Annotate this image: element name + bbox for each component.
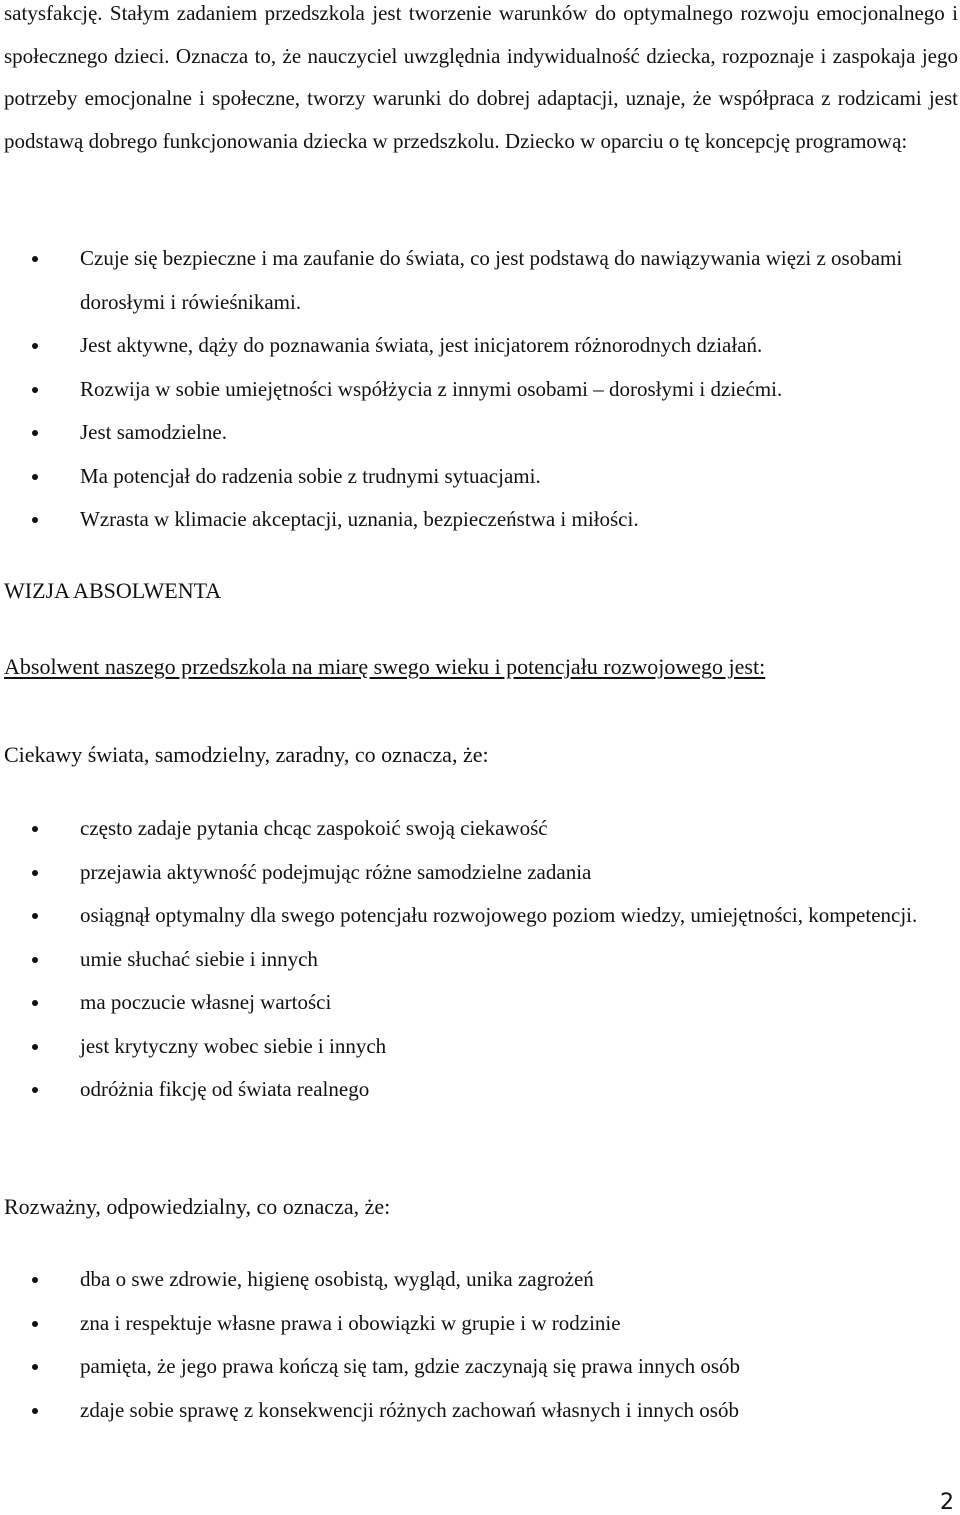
list-item-text: Ma potencjał do radzenia sobie z trudnymi sytuacjami.	[80, 463, 541, 488]
list-item	[0, 981, 960, 1025]
page-number: 2	[940, 1490, 954, 1515]
list-item	[0, 324, 960, 368]
list-item-text: Wzrasta w klimacie akceptacji, uznania, bezpieczeństwa i miłości.	[80, 507, 639, 531]
curious-heading: Ciekawy świata, samodzielny, zaradny, co oznacza, że:	[4, 742, 489, 767]
bullet-icon	[32, 913, 38, 919]
list-item-text: często zadaje pytania chcąc zaspokoić swoją ciekawość	[80, 816, 548, 840]
list-item-text: dba o swe zdrowie, higienę osobistą, wygląd, unika zagrożeń	[80, 1267, 594, 1291]
list-item-text: Jest samodzielne.	[80, 420, 227, 444]
list-item	[0, 455, 960, 499]
concept-list	[0, 237, 960, 542]
list-item	[0, 237, 960, 324]
curious-list	[0, 807, 960, 1112]
bullet-icon	[32, 430, 38, 436]
bullet-icon	[32, 826, 38, 832]
responsible-heading: Rozważny, odpowiedzialny, co oznacza, że:	[4, 1194, 391, 1219]
list-item	[0, 1025, 960, 1069]
list-item-text: jest krytyczny wobec siebie i innych	[80, 1033, 387, 1058]
list-item	[0, 1258, 960, 1302]
list-item	[0, 807, 960, 851]
bullet-icon	[32, 1408, 38, 1414]
bullet-icon	[32, 1364, 38, 1370]
bullet-icon	[32, 1000, 38, 1006]
list-item-text: ma poczucie własnej wartości	[80, 990, 332, 1014]
list-item	[0, 1389, 960, 1433]
list-item-text: zna i respektuje własne prawa i obowiązki w grupie i w rodzinie	[80, 1310, 621, 1335]
bullet-icon	[32, 256, 38, 262]
list-item	[0, 851, 960, 895]
list-item	[0, 368, 960, 412]
list-item-text: Czuje się bezpieczne i ma zaufanie do świata, co jest podstawą do nawiązywania więzi z osobami dorosłymi i rówieśnikami.	[80, 246, 903, 314]
bullet-icon	[32, 343, 38, 349]
bullet-icon	[32, 1277, 38, 1283]
list-item-text: Rozwija w sobie umiejętności współżycia z innymi osobami – dorosłymi i dziećmi.	[80, 376, 783, 401]
bullet-icon	[32, 1044, 38, 1050]
responsible-list	[0, 1258, 960, 1432]
list-item-text: zdaje sobie sprawę z konsekwencji różnych zachowań własnych i innych osób	[80, 1397, 739, 1422]
bullet-icon	[32, 387, 38, 393]
list-item	[0, 1345, 960, 1389]
list-item-text: przejawia aktywność podejmując różne samodzielne zadania	[80, 859, 592, 884]
list-item	[0, 894, 960, 938]
bullet-icon	[32, 957, 38, 963]
list-item	[0, 1068, 960, 1112]
list-item	[0, 411, 960, 455]
list-item-text: umie słuchać siebie i innych	[80, 946, 318, 971]
bullet-icon	[32, 870, 38, 876]
list-item	[0, 498, 960, 542]
list-item	[0, 938, 960, 982]
list-item-text: pamięta, że jego prawa kończą się tam, gdzie zaczynają się prawa innych osób	[80, 1354, 741, 1378]
bullet-icon	[32, 474, 38, 480]
list-item-text: Jest aktywne, dąży do poznawania świata, jest inicjatorem różnorodnych działań.	[80, 333, 763, 357]
bullet-icon	[32, 1321, 38, 1327]
list-item	[0, 1302, 960, 1346]
vision-heading: WIZJA ABSOLWENTA	[4, 578, 222, 603]
graduate-heading: Absolwent naszego przedszkola na miarę swego wieku i potencjału rozwojowego jest:	[4, 654, 766, 679]
intro-paragraph: satysfakcję. Stałym zadaniem przedszkola jest tworzenie warunków do optymalnego rozwoju emocjonalnego i społecznego dzieci. Oznacza to, że nauczyciel uwzględnia indywidualność dziecka, rozpoznaje i zaspokaja jego potrzeby emocjonalne i społeczne, tworzy warunki do dobrej adaptacji, uznaje, że współpraca z rodzicami jest podstawą dobrego funkcjonowania dziecka w przedszkolu. Dziecko w oparciu o tę koncepcję programową:	[4, 1, 958, 153]
list-item-text: odróżnia fikcję od świata realnego	[80, 1077, 370, 1101]
bullet-icon	[32, 1087, 38, 1093]
list-item-text: osiągnął optymalny dla swego potencjału rozwojowego poziom wiedzy, umiejętności, kompetencji.	[80, 903, 918, 927]
bullet-icon	[32, 517, 38, 523]
